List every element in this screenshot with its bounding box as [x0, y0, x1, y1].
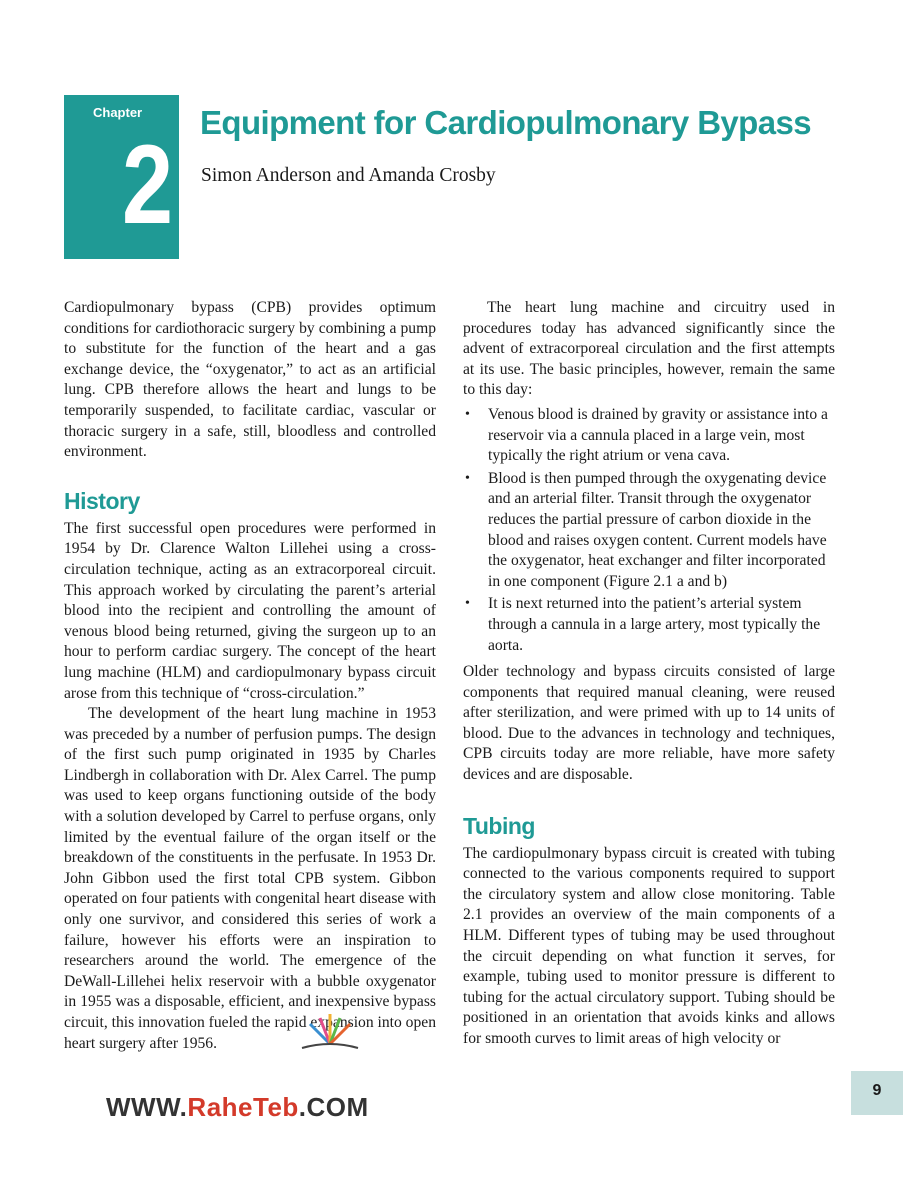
bullet-icon: •: [465, 596, 470, 612]
list-item: • Venous blood is drained by gravity or assistance into a reservoir via a cannula placed in a large vein, most typically the right atrium or vena cava.: [465, 405, 828, 465]
history-heading: History: [64, 487, 140, 514]
chapter-label: Chapter: [93, 105, 143, 120]
bullet-icon: •: [465, 406, 470, 422]
bullet-icon: •: [465, 470, 470, 486]
right-column: [463, 298, 835, 1050]
intro-paragraph: Cardiopulmonary bypass (CPB) provides optimum conditions for cardiothoracic surgery by combining a pump to substitute for the function of the heart and a gas exchange device, the “oxygenator,” to act as an artificial lung. CPB therefore allows the heart and lungs to be temporarily suspended, to facilitate cardiac, vascular or thoracic surgery in a safe, still, bloodless and controlled environment.: [64, 299, 436, 461]
page-number: 9: [872, 1082, 882, 1099]
left-column: [64, 298, 436, 1054]
principles-intro: The heart lung machine and circuitry used in procedures today has advanced significantly since the advent of extracorporeal circulation and the first attempts at its use. The basic principles, however, remain the same to this day:: [463, 299, 835, 399]
tubing-heading: Tubing: [463, 812, 535, 839]
older-technology-paragraph: Older technology and bypass circuits consisted of large components that required manual cleaning, were reused after sterilization, and were primed with up to 14 units of blood. Due to the advances in technology and techniques, CPB circuits today are more reliable, have more safety devices and are disposable.: [463, 663, 835, 784]
watermark-book-icon: [290, 1004, 370, 1054]
chapter-authors: Simon Anderson and Amanda Crosby: [201, 165, 496, 186]
history-paragraph-2: The development of the heart lung machine in 1953 was preceded by a number of perfusion pumps. The design of the first such pump originated in 1935 by Charles Lindbergh in collaboration with Dr. Alex Carrel. The pump was used to keep organs functioning outside of the body with a solution developed by Carrel to perfuse organs, only limited by the eventual failure of the organ itself or the breakdown of the constituents in the perfusate. In 1953 Dr. John Gibbon used the first total CPB system. Gibbon operated on four patients with congenital heart disease with only one survivor, and considered this series of work a failure, however his efforts were an inspiration to researchers around the world. The emergence of the DeWall-Lillehei helix reservoir with a bubble oxygenator in 1955 was a disposable, efficient, and inexpensive bypass circuit, this innovation fueled the rapid expansion into open heart surgery after 1956.: [64, 705, 436, 1052]
list-item: • It is next returned into the patient’s arterial system through a cannula in a large artery, most typically the aorta.: [465, 595, 821, 654]
chapter-title: Equipment for Cardiopulmonary Bypass: [200, 104, 811, 141]
history-paragraph-1: The first successful open procedures were performed in 1954 by Dr. Clarence Walton Lillehei using a cross-circulation technique, acting as an extracorporeal circuit. This approach worked by circulating the parent’s arterial blood into the recipient and controlling the amount of venous blood being returned, giving the surgeon up to an hour to perform cardiac surgery. The concept of the heart lung machine (HLM) and cardiopulmonary bypass circuit arose from this technique of “cross-circulation.”: [64, 519, 436, 702]
principles-list: [463, 405, 835, 656]
chapter-badge: [64, 95, 179, 259]
chapter-number: 2: [122, 122, 174, 247]
tubing-paragraph: The cardiopulmonary bypass circuit is created with tubing connected to the various components required to support the circulatory system and allow close monitoring. Table 2.1 provides an overview of the main components of a HLM. Different types of tubing may be used throughout the circuit depending on what function it serves, for example, tubing used to monitor pressure is different to tubing for the actual circulatory support. Tubing should be positioned in an orientation that avoids kinks and allows for smooth curves to limit areas of high velocity or: [463, 844, 835, 1047]
list-item: • Blood is then pumped through the oxygenating device and an arterial filter. Transit through the oxygenator reduces the partial pressure of carbon dioxide in the blood and raises oxygen content. Current models have the oxygenator, heat exchanger and filter incorporated in one component (Figure 2.1 a and b): [465, 469, 827, 590]
page-number-tab: [851, 1071, 903, 1115]
watermark: WWW.RaheTeb.COM: [106, 1092, 369, 1122]
